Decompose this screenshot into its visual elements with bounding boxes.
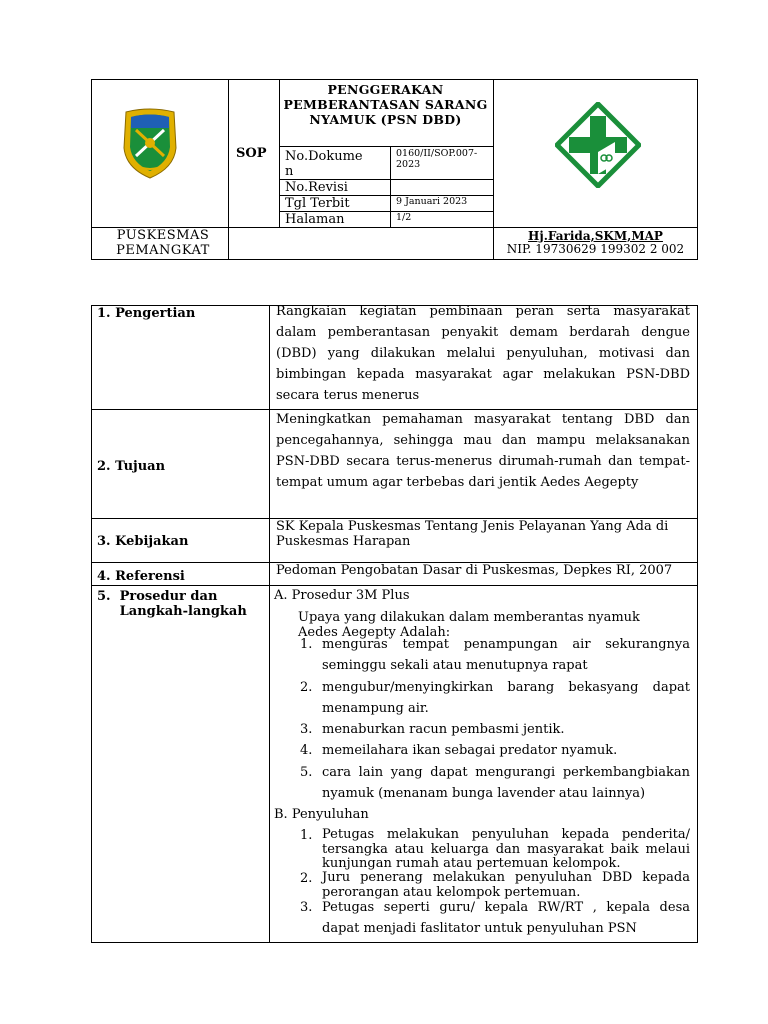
procedure-a-intro: Upaya yang dilakukan dalam memberantas nyamuk Aedes Aegepty Adalah: — [298, 610, 640, 640]
section-text-pengertian: Rangkaian kegiatan pembinaan peran serta masyarakat dalam pemberantasan penyakit demam berdarah dengue (DBD) yang dilakukan melalui penyuluhan, motivasi dan bimbingan kepada masyarakat agar melakukan PSN-DBD secara terus menerus — [276, 304, 690, 403]
document-title: PENGGERAKAN PEMBERANTASAN SARANG NYAMUK (PSN DBD) — [283, 82, 488, 127]
list-number: 4. — [300, 743, 313, 758]
header-divider — [279, 146, 493, 147]
puskesmas-cross-logo — [555, 102, 641, 188]
organization-name: PUSKESMAS PEMANGKAT — [116, 228, 210, 258]
header-divider — [390, 146, 391, 228]
issue-date-value: 9 Januari 2023 — [396, 196, 468, 207]
sop-label: SOP — [236, 146, 267, 161]
content-divider — [91, 585, 698, 586]
list-item: Juru penerang melakukan penyuluhan DBD kepada perorangan atau kelompok pertemuan. — [322, 870, 690, 900]
list-number: 2. — [300, 680, 313, 695]
section-label-pengertian: 1. Pengertian — [97, 306, 196, 321]
content-divider — [269, 305, 270, 943]
revision-label: No.Revisi — [285, 180, 348, 195]
list-number: 3. — [300, 722, 313, 737]
list-item: cara lain yang dapat mengurangi perkembangbiakan nyamuk (menanam bunga lavender atau lainnya) — [322, 765, 690, 801]
list-number: 3. — [300, 900, 313, 915]
doc-number-value: 0160/II/SOP.007- 2023 — [396, 148, 478, 170]
issue-date-label: Tgl Terbit — [285, 196, 350, 211]
list-item: menaburkan racun pembasmi jentik. — [322, 722, 565, 737]
section-label-tujuan: 2. Tujuan — [97, 459, 166, 474]
list-item: mengubur/menyingkirkan barang bekasyang dapat menampung air. — [322, 680, 690, 716]
section-text-kebijakan: SK Kepala Puskesmas Tentang Jenis Pelayanan Yang Ada di Puskesmas Harapan — [276, 519, 669, 549]
doc-number-label: No.Dokume n — [285, 149, 363, 179]
regional-crest-logo — [120, 108, 180, 180]
section-text-referensi: Pedoman Pengobatan Dasar di Puskesmas, Depkes RI, 2007 — [276, 563, 673, 578]
procedure-a-heading: A. Prosedur 3M Plus — [274, 588, 410, 603]
section-label-prosedur: 5. Prosedur dan Langkah-langkah — [97, 589, 247, 619]
page-label: Halaman — [285, 212, 345, 227]
procedure-b-heading: B. Penyuluhan — [274, 807, 369, 822]
header-divider — [228, 79, 229, 260]
list-number: 2. — [300, 871, 313, 886]
list-item: menguras tempat penampungan air sekurangnya seminggu sekali atau menutupnya rapat — [322, 637, 690, 673]
page-value: 1/2 — [396, 212, 412, 223]
list-item: Petugas seperti guru/ kepala RW/RT , kepala desa dapat menjadi faslitator untuk penyuluhan PSN — [322, 900, 690, 936]
list-item: memeilahara ikan sebagai predator nyamuk. — [322, 743, 618, 758]
section-text-tujuan: Meningkatkan pemahaman masyarakat tentang DBD dan pencegahannya, sehingga mau dan mampu melaksanakan PSN-DBD secara terus-menerus dirumah-rumah dan tempat-tempat umum agar terbebas dari jentik Aedes Aegepty — [276, 412, 690, 490]
list-item: Petugas melakukan penyuluhan kepada penderita/ tersangka atau keluarga dan masyarakat baik melaui kunjungan rumah atau pertemuan kelompok. — [322, 827, 690, 871]
section-label-kebijakan: 3. Kebijakan — [97, 534, 189, 549]
signer-nip: NIP. 19730629 199302 2 002 — [506, 242, 685, 256]
list-number: 1. — [300, 637, 313, 652]
signer-name: Hj.Farida,SKM,MAP — [528, 229, 663, 243]
section-label-referensi: 4. Referensi — [97, 569, 185, 584]
list-number: 5. — [300, 765, 313, 780]
list-number: 1. — [300, 828, 313, 843]
